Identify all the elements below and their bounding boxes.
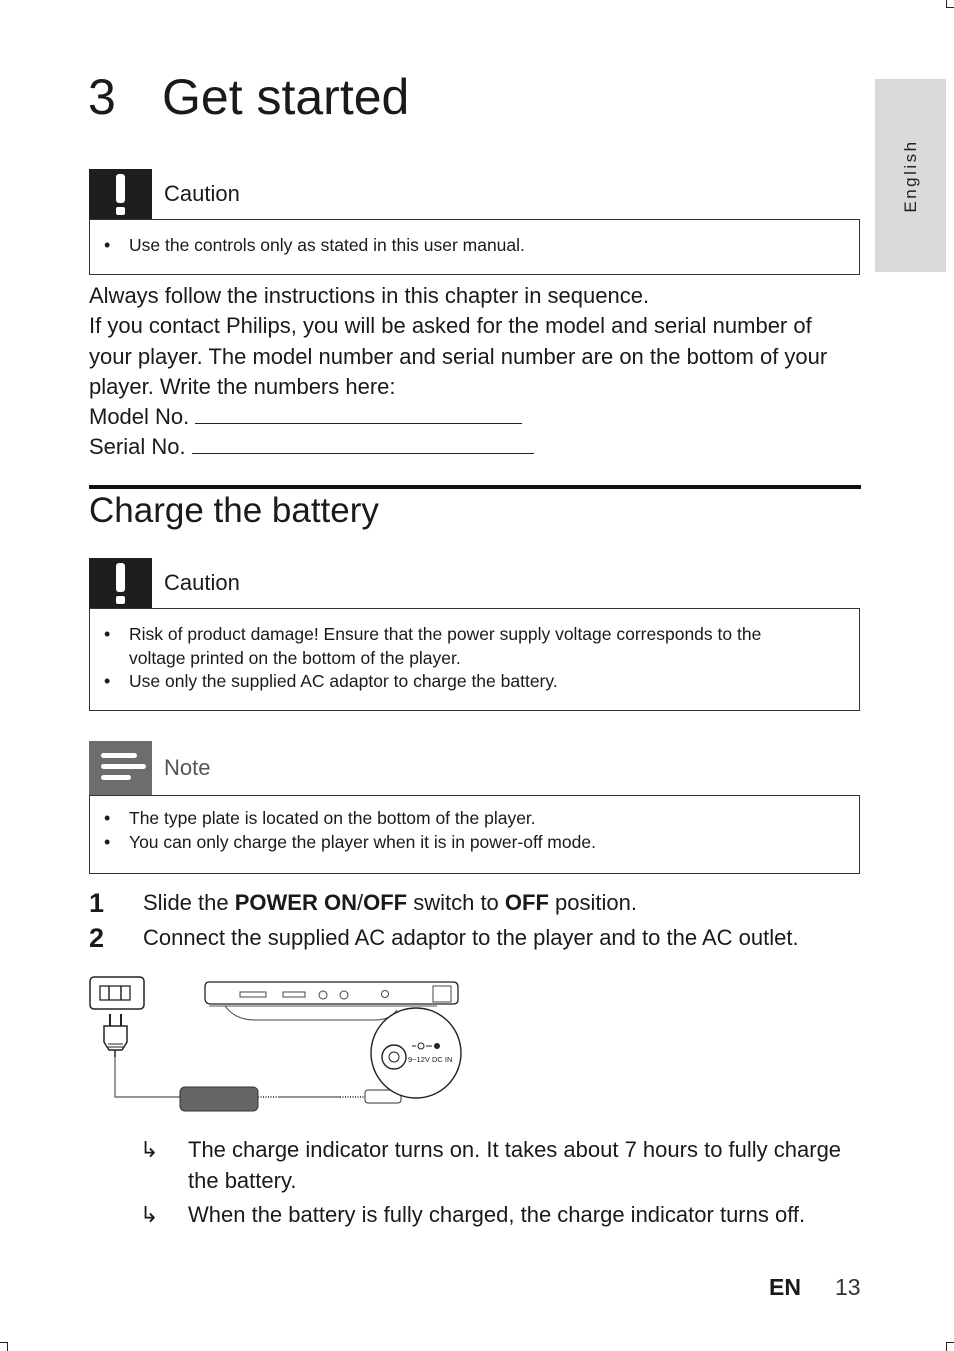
dc-jack-zoom-icon [371,1008,461,1098]
page-number: 13 [835,1274,861,1300]
list-item: • Use the controls only as stated in this user manual. [90,234,859,258]
crop-mark [946,1342,947,1351]
result-text: When the battery is fully charged, the charge indicator turns off. [188,1202,806,1227]
exclamation-icon [89,169,152,219]
result-2 [140,1200,862,1231]
step-text: Slide the POWER ON/OFF switch to OFF position. [143,890,637,915]
model-blank [195,404,522,424]
model-label: Model No. [89,404,190,430]
list-item: • Risk of product damage! Ensure that the power supply voltage corresponds to the voltage printed on the bottom of the player. [90,623,799,670]
intro-line: If you contact Philips, you will be asked for the model and serial number of your player. The model number and serial number are on the bottom of your player. Write the numbers here: [89,313,828,399]
section-title: Charge the battery [89,491,379,530]
caution-label: Caution [164,570,240,595]
serial-blank [192,434,534,454]
plug-icon [104,1014,127,1057]
dc-jack-label: 9~12V DC IN [408,1055,453,1064]
wall-outlet-icon [90,977,144,1009]
step-number: 1 [89,888,105,918]
list-item: • The type plate is located on the bottom of the player. [90,807,859,831]
exclamation-icon [89,558,152,608]
intro-paragraph [89,281,869,463]
result-arrow-icon: ↳ [140,1202,159,1227]
note-box [89,795,860,874]
intro-line: Always follow the instructions in this chapter in sequence. [89,283,650,308]
crop-mark [946,1342,954,1343]
result-text: The charge indicator turns on. It takes about 7 hours to fully charge the battery. [188,1137,842,1193]
result-arrow-icon: ↳ [140,1137,159,1162]
list-item: • Use only the supplied AC adaptor to charge the battery. [90,670,799,694]
footer-language-code: EN [769,1274,801,1300]
chapter-title: Get started [162,69,410,125]
caution-label: Caution [164,181,240,206]
step-number: 2 [89,923,105,953]
list-item: • You can only charge the player when it is in power-off mode. [90,831,859,855]
result-1 [140,1135,862,1196]
language-tab-label: English [900,138,920,213]
language-tab [875,79,946,272]
model-number-line [89,402,869,432]
serial-label: Serial No. [89,434,186,460]
caution-box [89,219,860,275]
step-text: Connect the supplied AC adaptor to the player and to the AC outlet. [143,925,799,950]
chapter-number: 3 [88,69,116,125]
charging-illustration [85,970,475,1120]
ac-adaptor-icon [180,1087,278,1111]
note-icon [89,741,152,795]
serial-number-line [89,432,869,462]
caution-box [89,608,860,711]
note-label: Note [164,755,211,780]
crop-mark [7,1342,8,1351]
crop-mark [946,7,954,8]
